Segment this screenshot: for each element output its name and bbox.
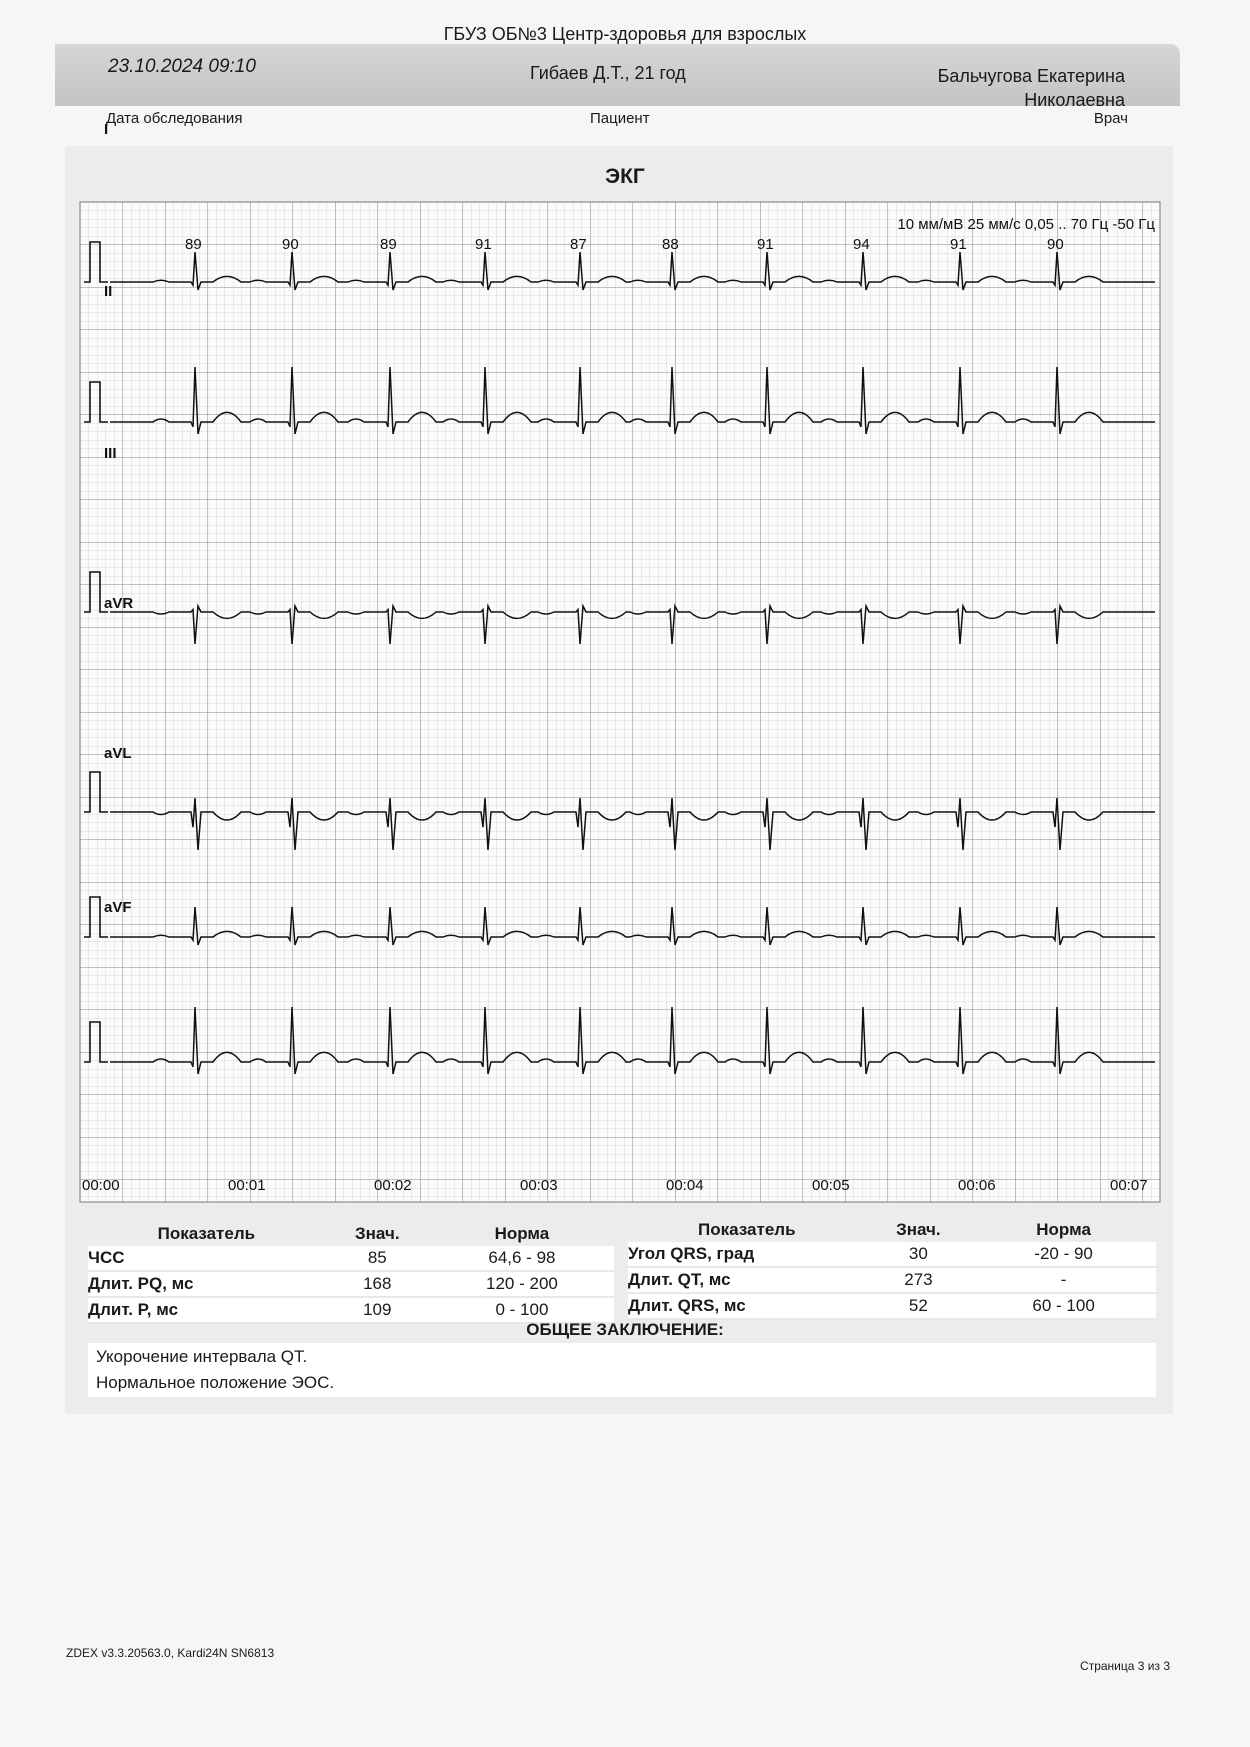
lead-label: aVL	[104, 745, 132, 762]
ecg-settings: 10 мм/мВ 25 мм/с 0,05 .. 70 Гц -50 Гц	[897, 216, 1155, 233]
label-exam-date: Дата обследования	[106, 110, 243, 127]
time-label: 00:06	[958, 1177, 996, 1194]
beat-hr-label: 88	[662, 236, 679, 253]
param-norm: 60 - 100	[971, 1293, 1156, 1319]
beat-hr-label: 94	[853, 236, 870, 253]
param-name: ЧСС	[88, 1246, 325, 1271]
time-label: 00:07	[1110, 1177, 1148, 1194]
page-number: Страница 3 из 3	[1080, 1659, 1170, 1673]
conclusion-title: ОБЩЕЕ ЗАКЛЮЧЕНИЕ:	[526, 1320, 724, 1339]
patient-name: Гибаев Д.Т., 21 год	[530, 63, 686, 83]
params-table-left	[88, 1222, 614, 1324]
beat-hr-label: 89	[380, 236, 397, 253]
lead-label: aVF	[104, 899, 132, 916]
time-label: 00:00	[82, 1177, 120, 1194]
col-header-value: Знач.	[355, 1224, 400, 1243]
param-value: 109	[325, 1297, 430, 1323]
time-label: 00:03	[520, 1177, 558, 1194]
doctor-name-line1: Бальчугова Екатерина	[937, 66, 1125, 86]
params-table-right	[628, 1218, 1156, 1320]
lead-label: II	[104, 283, 113, 300]
param-value: 52	[866, 1293, 972, 1319]
conclusion-box	[88, 1343, 1156, 1397]
lead-label: III	[104, 445, 117, 462]
param-name: Длит. PQ, мс	[88, 1271, 325, 1297]
lead-label: I	[104, 121, 109, 138]
col-header-norm: Норма	[494, 1224, 550, 1243]
beat-hr-label: 91	[950, 236, 967, 253]
software-version: ZDEX v3.3.20563.0, Kardi24N SN6813	[66, 1646, 275, 1660]
table-row	[628, 1267, 1156, 1293]
col-header-norm: Норма	[1036, 1220, 1091, 1239]
param-norm: 64,6 - 98	[430, 1246, 614, 1271]
param-value: 273	[866, 1267, 972, 1293]
table-row	[628, 1242, 1156, 1267]
beat-hr-label: 91	[475, 236, 492, 253]
param-name: Длит. QT, мс	[628, 1267, 866, 1293]
param-name: Длит. QRS, мс	[628, 1293, 866, 1319]
conclusion-line: Укорочение интервала QT.	[96, 1347, 308, 1366]
clinic-name: ГБУЗ ОБ№3 Центр-здоровья для взрослых	[443, 24, 807, 44]
beat-hr-label: 90	[282, 236, 299, 253]
time-label: 00:01	[228, 1177, 266, 1194]
time-label: 00:02	[374, 1177, 412, 1194]
param-norm: 0 - 100	[430, 1297, 614, 1323]
table-row	[88, 1271, 614, 1297]
param-name: Угол QRS, град	[628, 1242, 866, 1267]
table-row	[628, 1293, 1156, 1319]
time-label: 00:04	[666, 1177, 704, 1194]
param-value: 168	[325, 1271, 430, 1297]
ecg-title: ЭКГ	[605, 165, 645, 188]
doctor-name-line2: Николаевна	[1024, 90, 1125, 110]
exam-date: 23.10.2024 09:10	[108, 56, 256, 77]
table-row	[88, 1246, 614, 1271]
beat-hr-label: 91	[757, 236, 774, 253]
param-value: 85	[325, 1246, 430, 1271]
beat-hr-label: 90	[1047, 236, 1064, 253]
param-norm: 120 - 200	[430, 1271, 614, 1297]
col-header-param: Показатель	[157, 1224, 256, 1243]
label-patient: Пациент	[590, 110, 650, 127]
conclusion-line: Нормальное положение ЭОС.	[96, 1373, 335, 1392]
param-value: 30	[866, 1242, 972, 1267]
time-label: 00:05	[812, 1177, 850, 1194]
beat-hr-label: 89	[185, 236, 202, 253]
label-doctor: Врач	[1093, 110, 1128, 127]
col-header-value: Знач.	[896, 1220, 941, 1239]
param-norm: -20 - 90	[971, 1242, 1156, 1267]
col-header-param: Показатель	[698, 1220, 796, 1239]
param-norm: -	[971, 1267, 1156, 1293]
param-name: Длит. P, мс	[88, 1297, 325, 1323]
beat-hr-label: 87	[570, 236, 587, 253]
lead-label: aVR	[104, 595, 134, 612]
